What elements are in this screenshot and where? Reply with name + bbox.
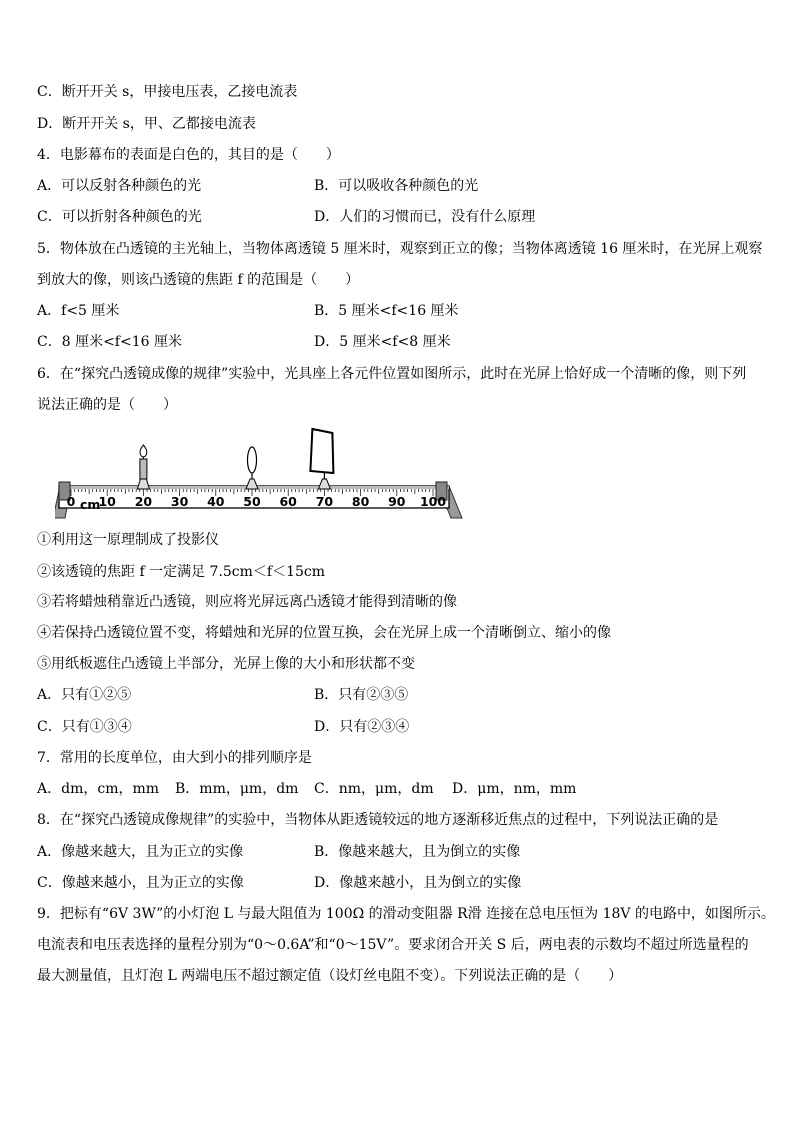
q3-option-c: C．断开开关 s，甲接电压表，乙接电流表 xyxy=(37,84,298,100)
q5-option-d: D．5 厘米<f<8 厘米 xyxy=(314,334,451,350)
ruler-tick-label: 100 xyxy=(419,494,447,509)
q7-option-c: C．nm，μm，dm xyxy=(314,781,434,797)
ruler-tick-label: 70 xyxy=(315,494,334,509)
optical-bench-figure xyxy=(55,424,467,520)
candle-flame-icon xyxy=(140,445,147,457)
q5-option-c: C．8 厘米<f<16 厘米 xyxy=(37,334,182,350)
q7-option-d: D．μm，nm，mm xyxy=(452,781,577,797)
q9-stem-line3: 最大测量值，且灯泡 L 两端电压不超过额定值（设灯丝电阻不变）。下列说法正确的是（ ） xyxy=(37,968,623,984)
ruler-tick-label: 30 xyxy=(170,494,189,509)
optical-bench-svg xyxy=(55,424,467,520)
screen-holder xyxy=(318,479,330,489)
q7-option-b: B．mm，μm，dm xyxy=(175,781,299,797)
q6-statement-4: ④若保持凸透镜位置不变，将蜡烛和光屏的位置互换，会在光屏上成一个清晰倒立、缩小的像 xyxy=(37,625,611,641)
candle-body xyxy=(140,459,147,479)
q8-option-b: B．像越来越大，且为倒立的实像 xyxy=(314,844,521,860)
ruler-unit-label: cm xyxy=(80,497,101,512)
ruler-tick-label: 60 xyxy=(279,494,297,509)
lens-icon xyxy=(248,447,257,473)
ruler-tick-label: 10 xyxy=(98,494,116,509)
q8-option-a: A．像越来越大，且为正立的实像 xyxy=(37,844,244,860)
q6-option-c: C．只有①③④ xyxy=(37,719,132,735)
candle-holder xyxy=(137,479,149,489)
q4-option-c: C．可以折射各种颜色的光 xyxy=(37,209,202,225)
ruler-tick-label: 20 xyxy=(134,494,153,509)
ruler-tick-label: 0 xyxy=(66,494,76,509)
q4-option-a: A．可以反射各种颜色的光 xyxy=(37,178,202,194)
q6-stem-line1: 6．在“探究凸透镜成像的规律”实验中，光具座上各元件位置如图所示，此时在光屏上恰好成一个清晰的像，则下列 xyxy=(37,366,747,382)
q5-stem-line1: 5．物体放在凸透镜的主光轴上，当物体离透镜 5 厘米时，观察到正立的像；当物体离透镜 16 厘米时，在光屏上观察 xyxy=(37,241,763,257)
q6-option-b: B．只有②③⑤ xyxy=(314,687,409,703)
q9-stem-line1: 9．把标有“6V 3W”的小灯泡 L 与最大阻值为 100Ω 的滑动变阻器 R滑 连接在总电压恒为 18V 的电路中，如图所示。 xyxy=(37,906,775,922)
q3-option-d: D．断开开关 s，甲、乙都接电流表 xyxy=(37,116,256,132)
q8-option-d: D．像越来越小，且为倒立的实像 xyxy=(314,875,522,891)
q4-stem: 4．电影幕布的表面是白色的，其目的是（ ） xyxy=(37,147,340,163)
q6-stem-line2: 说法正确的是（ ） xyxy=(37,397,177,413)
q9-stem-line2: 电流表和电压表选择的量程分别为“0～0.6A”和“0～15V”。要求闭合开关 S 后，两电表的示数均不超过所选量程的 xyxy=(37,937,749,953)
q8-option-c: C．像越来越小，且为正立的实像 xyxy=(37,875,244,891)
q6-statement-3: ③若将蜡烛稍靠近凸透镜，则应将光屏远离凸透镜才能得到清晰的像 xyxy=(37,594,457,610)
ruler-tick-label: 90 xyxy=(388,494,406,509)
screen-panel xyxy=(310,429,333,473)
q4-option-b: B．可以吸收各种颜色的光 xyxy=(314,178,479,194)
q7-option-a: A．dm，cm，mm xyxy=(37,781,160,797)
q6-statement-2: ②该透镜的焦距 f 一定满足 7.5cm＜f＜15cm xyxy=(37,564,326,580)
lens-holder xyxy=(246,479,258,489)
q6-option-a: A．只有①②⑤ xyxy=(37,687,132,703)
q5-option-b: B．5 厘米<f<16 厘米 xyxy=(314,303,459,319)
q6-statement-1: ①利用这一原理制成了投影仪 xyxy=(37,532,219,548)
q4-option-d: D．人们的习惯而已，没有什么原理 xyxy=(314,209,536,225)
q6-statement-5: ⑤用纸板遮住凸透镜上半部分，光屏上像的大小和形状都不变 xyxy=(37,656,415,672)
ruler-tick-label: 40 xyxy=(207,494,225,509)
candle xyxy=(137,445,149,489)
bench-components xyxy=(137,429,333,489)
q6-option-d: D．只有②③④ xyxy=(314,719,410,735)
q8-stem: 8．在“探究凸透镜成像规律”的实验中，当物体从距透镜较远的地方逐渐移近焦点的过程中，下列说法正确的是 xyxy=(37,812,719,828)
q5-stem-line2: 到放大的像，则该凸透镜的焦距 f 的范围是（ ） xyxy=(37,272,360,288)
q5-option-a: A．f<5 厘米 xyxy=(37,303,120,319)
q7-stem: 7．常用的长度单位，由大到小的排列顺序是 xyxy=(37,750,312,766)
ruler-tick-label: 80 xyxy=(351,494,370,509)
ruler-tick-label: 50 xyxy=(243,494,261,509)
convex-lens xyxy=(246,447,258,489)
light-screen xyxy=(310,429,333,489)
